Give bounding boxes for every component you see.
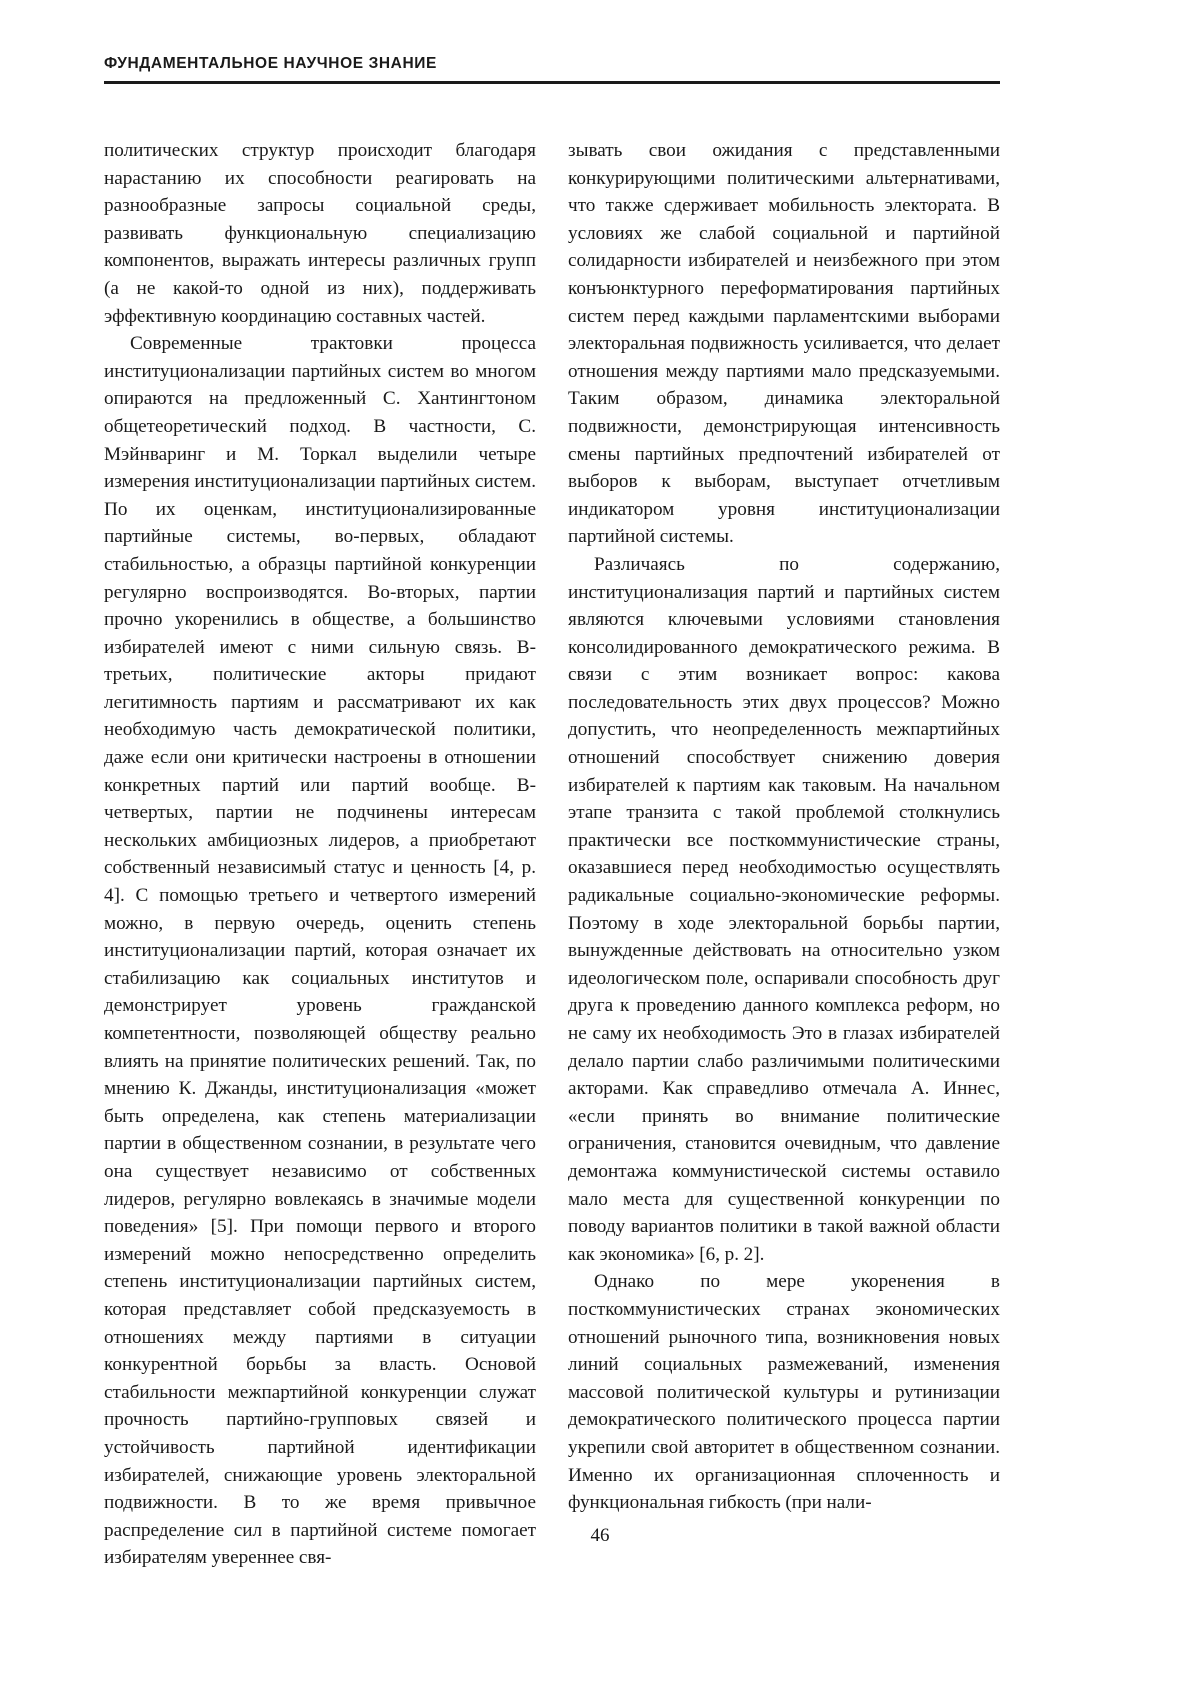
paragraph: Современные трактовки процесса институционализации партийных систем во многом опираются на предложенный С. Хантингтоном общетеоретический подход. В частности, С. Мэйнваринг и М. Торкал выделили четыре измерения институционализации партийных систем. По их оценкам, институционализированные партийные системы, во-первых, обладают стабильностью, а образцы партийной конкуренции регулярно воспроизводятся. Во-вторых, партии прочно укоренились в обществе, а большинство избирателей имеют с ними сильную связь. В-третьих, политические акторы придают легитимность партиям и рассматривают их как необходимую часть демократической политики, даже если они критически настроены в отношении конкретных партий или партий вообще. В-четвертых, партии не подчинены интересам нескольких амбициозных лидеров, а приобретают собственный независимый статус и ценность [4, p. 4]. С помощью третьего и четвертого измерений можно, в первую очередь, оценить степень институционализации партий, которая означает их стабилизацию как социальных институтов и демонстрирует уровень гражданской компетентности, позволяющей обществу реально влиять на принятие политических решений. Так, по мнению К. Джанды, институционализация «может быть определена, как степень материализации партии в общественном сознании, в результате чего она существует независимо от собственных лидеров, регулярно вовлекаясь в значимые модели поведения» [5]. При помощи первого и второго измерений можно непосредственно определить степень институционализации партийных систем, которая представляет собой предсказуемость в отношениях между партиями в ситуации конкурентной борьбы за власть. Основой стабильности межпартийной конкуренции служат прочность партийно-групповых связей и устойчивость партийной идентификации избирателей, снижающие уровень электоральной подвижности. В то же время привычное распределение сил в партийной системе помогает избирателям увереннее свя-	[104, 333, 536, 1569]
paragraph: Однако по мере укоренения в посткоммунистических странах экономических отношений рыночного типа, возникновения новых линий социальных размежеваний, изменения массовой политической культуры и рутинизации демократического политического процесса партии укрепили свой авторитет в общественном сознании. Именно их организационная сплоченность и функциональная гибкость (при нали-	[568, 1271, 1000, 1514]
header-divider	[104, 81, 1000, 84]
paragraph: зывать свои ожидания с представленными конкурирующими политическими альтернативами, что также сдерживает мобильность электората. В условиях же слабой социальной и партийной солидарности избирателей и неизбежного при этом конъюнктурного переформатирования партийных систем перед каждыми парламентскими выборами электоральная подвижность усиливается, что делает отношения между партиями мало предсказуемыми. Таким образом, динамика электоральной подвижности, демонстрирующая интенсивность смены партийных предпочтений избирателей от выборов к выборам, выступает отчетливым индикатором уровня институционализации партийной системы.	[568, 140, 1000, 548]
column-left	[104, 137, 536, 1572]
page-number: 46	[590, 1525, 610, 1546]
paragraph: Различаясь по содержанию, институционализация партий и партийных систем являются ключевыми условиями становления консолидированного демократического режима. В связи с этим возникает вопрос: какова последовательность этих двух процессов? Можно допустить, что неопределенность межпартийных отношений способствует снижению доверия избирателей к партиям как таковым. На начальном этапе транзита с такой проблемой столкнулись практически все посткоммунистические страны, оказавшиеся перед необходимостью осуществлять радикальные социально-экономические реформы. Поэтому в ходе электоральной борьбы партии, вынужденные действовать на относительно узком идеологическом поле, оспаривали способность друг друга к проведению данного комплекса реформ, но не саму их необходимость Это в глазах избирателей делало партии слабо различимыми политическими акторами. Как справедливо отмечала А. Иннес, «если принять во внимание политические ограничения, становится очевидным, что давление демонтажа коммунистической системы оставило мало места для существенной конкуренции по поводу вариантов политики в такой важной области как экономика» [6, p. 2].	[568, 553, 1000, 1265]
paragraph: политических структур происходит благодаря нарастанию их способности реагировать на разнообразные запросы социальной среды, развивать функциональную специализацию компонентов, выражать интересы различных групп (а не какой-то одной из них), поддерживать эффективную координацию составных частей.	[104, 140, 536, 327]
column-right	[568, 137, 1000, 1572]
page-header	[104, 55, 1000, 84]
body-columns	[104, 137, 1000, 1572]
header-title: ФУНДАМЕНТАЛЬНОЕ НАУЧНОЕ ЗНАНИЕ	[104, 55, 437, 72]
